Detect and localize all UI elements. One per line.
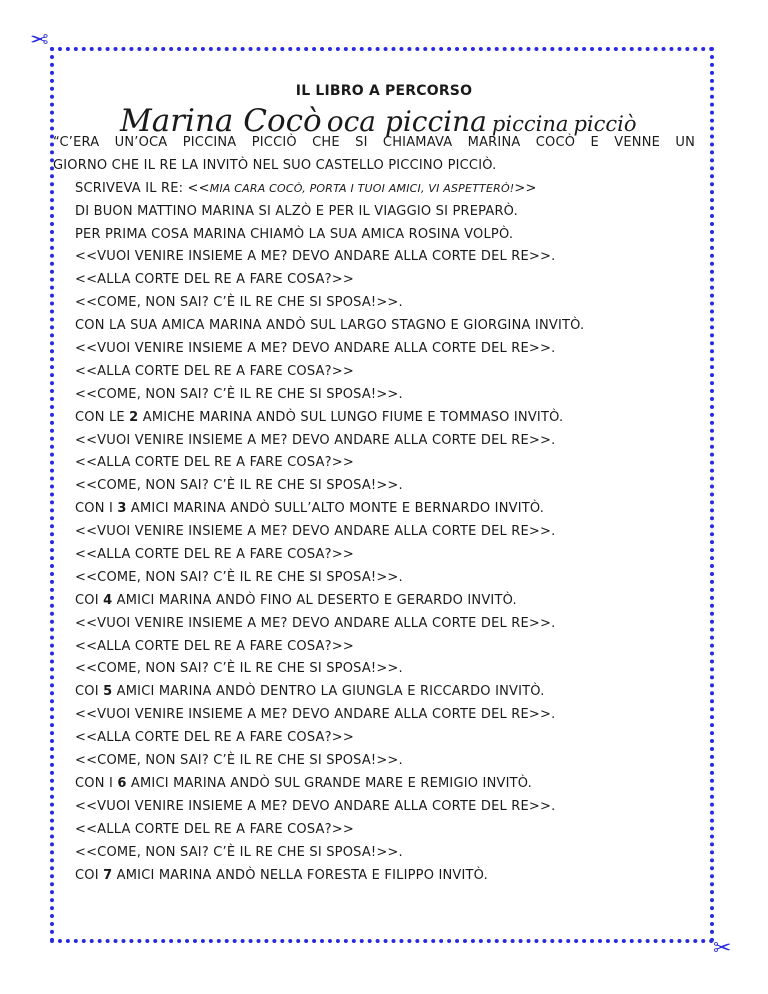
dialogue-line: <<COME, NON SAI? C’È IL RE CHE SI SPOSA!>>. xyxy=(75,569,403,585)
friend-count: 5 xyxy=(103,684,113,700)
story-text xyxy=(53,132,695,887)
stanza-line xyxy=(75,681,695,704)
dialogue-line: <<VUOI VENIRE INSIEME A ME? DEVO ANDARE ALLA CORTE DEL RE>>. xyxy=(75,615,556,631)
text-segment: GIORNO CHE IL RE LA INVITÒ NEL SUO CASTELLO PICCINO PICCIÒ. xyxy=(53,157,497,173)
dialogue-line: <<ALLA CORTE DEL RE A FARE COSA?>> xyxy=(75,638,354,654)
dialogue-line: <<VUOI VENIRE INSIEME A ME? DEVO ANDARE ALLA CORTE DEL RE>>. xyxy=(75,524,556,540)
friend-count: 7 xyxy=(103,867,113,883)
dialogue-line: <<COME, NON SAI? C’È IL RE CHE SI SPOSA!>>. xyxy=(75,844,403,860)
text-segment: COI xyxy=(75,867,104,883)
stanza-line xyxy=(75,590,695,613)
friend-count: 6 xyxy=(117,775,127,791)
stanza-line xyxy=(75,498,695,521)
text-segment: CON LE xyxy=(75,409,130,425)
text-segment: AMICI MARINA ANDÒ SULL’ALTO MONTE E BERNARDO INVITÒ. xyxy=(126,501,545,517)
text-line xyxy=(75,178,695,201)
dialogue-line: <<ALLA CORTE DEL RE A FARE COSA?>> xyxy=(75,730,354,746)
text-segment: >> xyxy=(514,180,537,196)
dialogue-line: <<COME, NON SAI? C’È IL RE CHE SI SPOSA!>>. xyxy=(75,478,403,494)
dialogue-line: <<VUOI VENIRE INSIEME A ME? DEVO ANDARE ALLA CORTE DEL RE>>. xyxy=(75,798,556,814)
text-segment: AMICI MARINA ANDÒ NELLA FORESTA E FILIPPO INVITÒ. xyxy=(112,867,488,883)
text-segment: COI xyxy=(75,592,104,608)
dialogue-line: <<ALLA CORTE DEL RE A FARE COSA?>> xyxy=(75,547,354,563)
text-segment: AMICI MARINA ANDÒ FINO AL DESERTO E GERARDO INVITÒ. xyxy=(112,592,517,608)
dialogue-line: <<ALLA CORTE DEL RE A FARE COSA?>> xyxy=(75,272,354,288)
friend-count: 3 xyxy=(117,501,127,517)
text-segment: CON I xyxy=(75,501,118,517)
text-segment: COI xyxy=(75,684,104,700)
friend-count: 4 xyxy=(103,592,113,608)
scissors-icon: ✂ xyxy=(30,25,49,50)
title-part-3: piccina xyxy=(491,112,569,136)
text-line xyxy=(53,155,695,178)
dialogue-line: <<COME, NON SAI? C’È IL RE CHE SI SPOSA!>>. xyxy=(75,661,403,677)
dialogue-line: <<COME, NON SAI? C’È IL RE CHE SI SPOSA!>>. xyxy=(75,753,403,769)
page-heading: IL LIBRO A PERCORSO xyxy=(295,83,473,99)
text-segment: AMICI MARINA ANDÒ DENTRO LA GIUNGLA E RICCARDO INVITÒ. xyxy=(112,684,545,700)
dialogue-line: <<VUOI VENIRE INSIEME A ME? DEVO ANDARE ALLA CORTE DEL RE>>. xyxy=(75,432,556,448)
stanza-line xyxy=(75,407,695,430)
text-segment: SCRIVEVA IL RE: << xyxy=(75,180,210,196)
stanza-line xyxy=(75,773,695,796)
stanza-line: CON LA SUA AMICA MARINA ANDÒ SUL LARGO STAGNO E GIORGINA INVITÒ. xyxy=(75,318,585,334)
text-line: “C’ERA UN’OCA PICCINA PICCIÒ CHE SI CHIAMAVA MARINA COCÒ E VENNE UN xyxy=(53,135,695,150)
title-part-4: picciò xyxy=(573,112,637,136)
dialogue-line: <<COME, NON SAI? C’È IL RE CHE SI SPOSA!>>. xyxy=(75,295,403,311)
text-line: DI BUON MATTINO MARINA SI ALZÒ E PER IL VIAGGIO SI PREPARÒ. xyxy=(75,203,518,219)
dialogue-line: <<ALLA CORTE DEL RE A FARE COSA?>> xyxy=(75,455,354,471)
friend-count: 2 xyxy=(129,409,139,425)
stanza-line xyxy=(75,865,695,888)
text-segment: CON I xyxy=(75,775,118,791)
dialogue-line: <<ALLA CORTE DEL RE A FARE COSA?>> xyxy=(75,821,354,837)
title-part-2: oca piccina xyxy=(326,105,487,138)
dialogue-line: <<VUOI VENIRE INSIEME A ME? DEVO ANDARE ALLA CORTE DEL RE>>. xyxy=(75,707,556,723)
text-segment: AMICI MARINA ANDÒ SUL GRANDE MARE E REMIGIO INVITÒ. xyxy=(126,775,532,791)
letter-quote: MIA CARA COCÒ, PORTA I TUOI AMICI, VI ASPETTERÒ! xyxy=(209,181,515,195)
text-segment: AMICHE MARINA ANDÒ SUL LUNGO FIUME E TOMMASO INVITÒ. xyxy=(138,409,564,425)
title-part-1: Marina Cocò xyxy=(120,103,322,139)
dialogue-line: <<VUOI VENIRE INSIEME A ME? DEVO ANDARE ALLA CORTE DEL RE>>. xyxy=(75,249,556,265)
dialogue-line: <<ALLA CORTE DEL RE A FARE COSA?>> xyxy=(75,363,354,379)
dialogue-line: <<COME, NON SAI? C’È IL RE CHE SI SPOSA!>>. xyxy=(75,386,403,402)
text-line: PER PRIMA COSA MARINA CHIAMÒ LA SUA AMICA ROSINA VOLPÒ. xyxy=(75,226,514,242)
scissors-icon: ✂ xyxy=(713,936,732,961)
dialogue-line: <<VUOI VENIRE INSIEME A ME? DEVO ANDARE ALLA CORTE DEL RE>>. xyxy=(75,341,556,357)
